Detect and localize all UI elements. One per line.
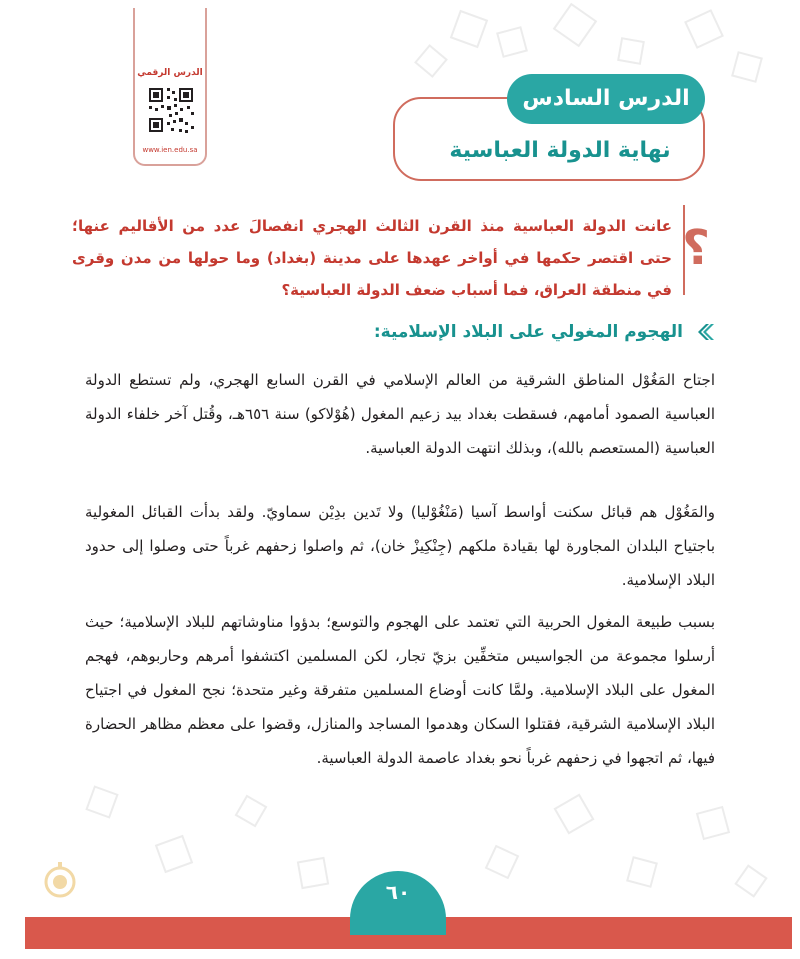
qr-code-icon[interactable] xyxy=(147,86,195,134)
question-mark-icon: ؟ xyxy=(682,220,710,276)
intro-question: عانت الدولة العباسية منذ القرن الثالث الهجري انفصالَ عدد من الأقاليم عنها؛ حتى اقتصر حكمها في أواخر عهدها على مدينة (بغداد) وما حولها من مدن وقرى في منطقة العراق، فما أسباب ضعف الدولة العباسية؟ xyxy=(72,217,672,299)
paragraph-mongol-invasion: اجتاح المَغُوْل المناطق الشرقية من العالم الإسلامي في القرن السابع الهجري، ولم تستطع الدولة العباسية الصمود أمامهم، فسقطت بغداد بيد زعيم المغول (هُوْلاكو) سنة ٦٥٦هـ، وقُتل آخر خلفاء الدولة العباسية (المستعصم بالله)، وبذلك انتهت الدولة العباسية. xyxy=(85,371,715,457)
digital-lesson-card[interactable] xyxy=(133,8,207,166)
paragraph-mongol-attack: بسبب طبيعة المغول الحربية التي تعتمد على الهجوم والتوسع؛ بدؤوا مناوشاتهم للبلاد الإسلامية؛ حيث أرسلوا مجموعة من الجواسيس متخفِّين بزيّ تجار، لكن المسلمين اكتشفوا أمرهم وحاربوهم، فهجم المغول على البلاد الإسلامية. ولمَّا كانت أوضاع المسلمين متفرقة وغير متحدة؛ نجح المغول في اجتياح البلاد الإسلامية الشرقية، فقتلوا السكان وهدموا المساجد والمنازل، وقضوا على معظم مظاهر الحضارة فيها، ثم اتجهوا في زحفهم غرباً نحو بغداد عاصمة الدولة العباسية. xyxy=(85,613,715,767)
publisher-logo-icon xyxy=(40,860,80,900)
lesson-number-badge: الدرس السادس xyxy=(507,74,705,124)
page-number: ٦٠ xyxy=(385,880,411,904)
section-title: الهجوم المغولي على البلاد الإسلامية: xyxy=(373,322,683,342)
lesson-title: نهاية الدولة العباسية xyxy=(449,138,671,163)
double-chevron-icon xyxy=(691,320,715,344)
paragraph-mongol-origin: والمَغُوْل هم قبائل سكنت أواسط آسيا (مَنْغُوْليا) ولا تَدين بدِيْن سماويّ. ولقد بدأت القبائل المغولية باجتياح البلدان المجاورة لها بقيادة ملكهم (جِنْكِيزْ خان)، ثم واصلوا زحفهم غرباً حتى وصلوا إلى حدود البلاد الإسلامية. xyxy=(85,503,715,589)
digital-lesson-url[interactable]: www.ien.edu.sa xyxy=(142,146,198,154)
section-heading xyxy=(374,318,715,346)
digital-lesson-label: الدرس الرقمي xyxy=(137,68,203,78)
